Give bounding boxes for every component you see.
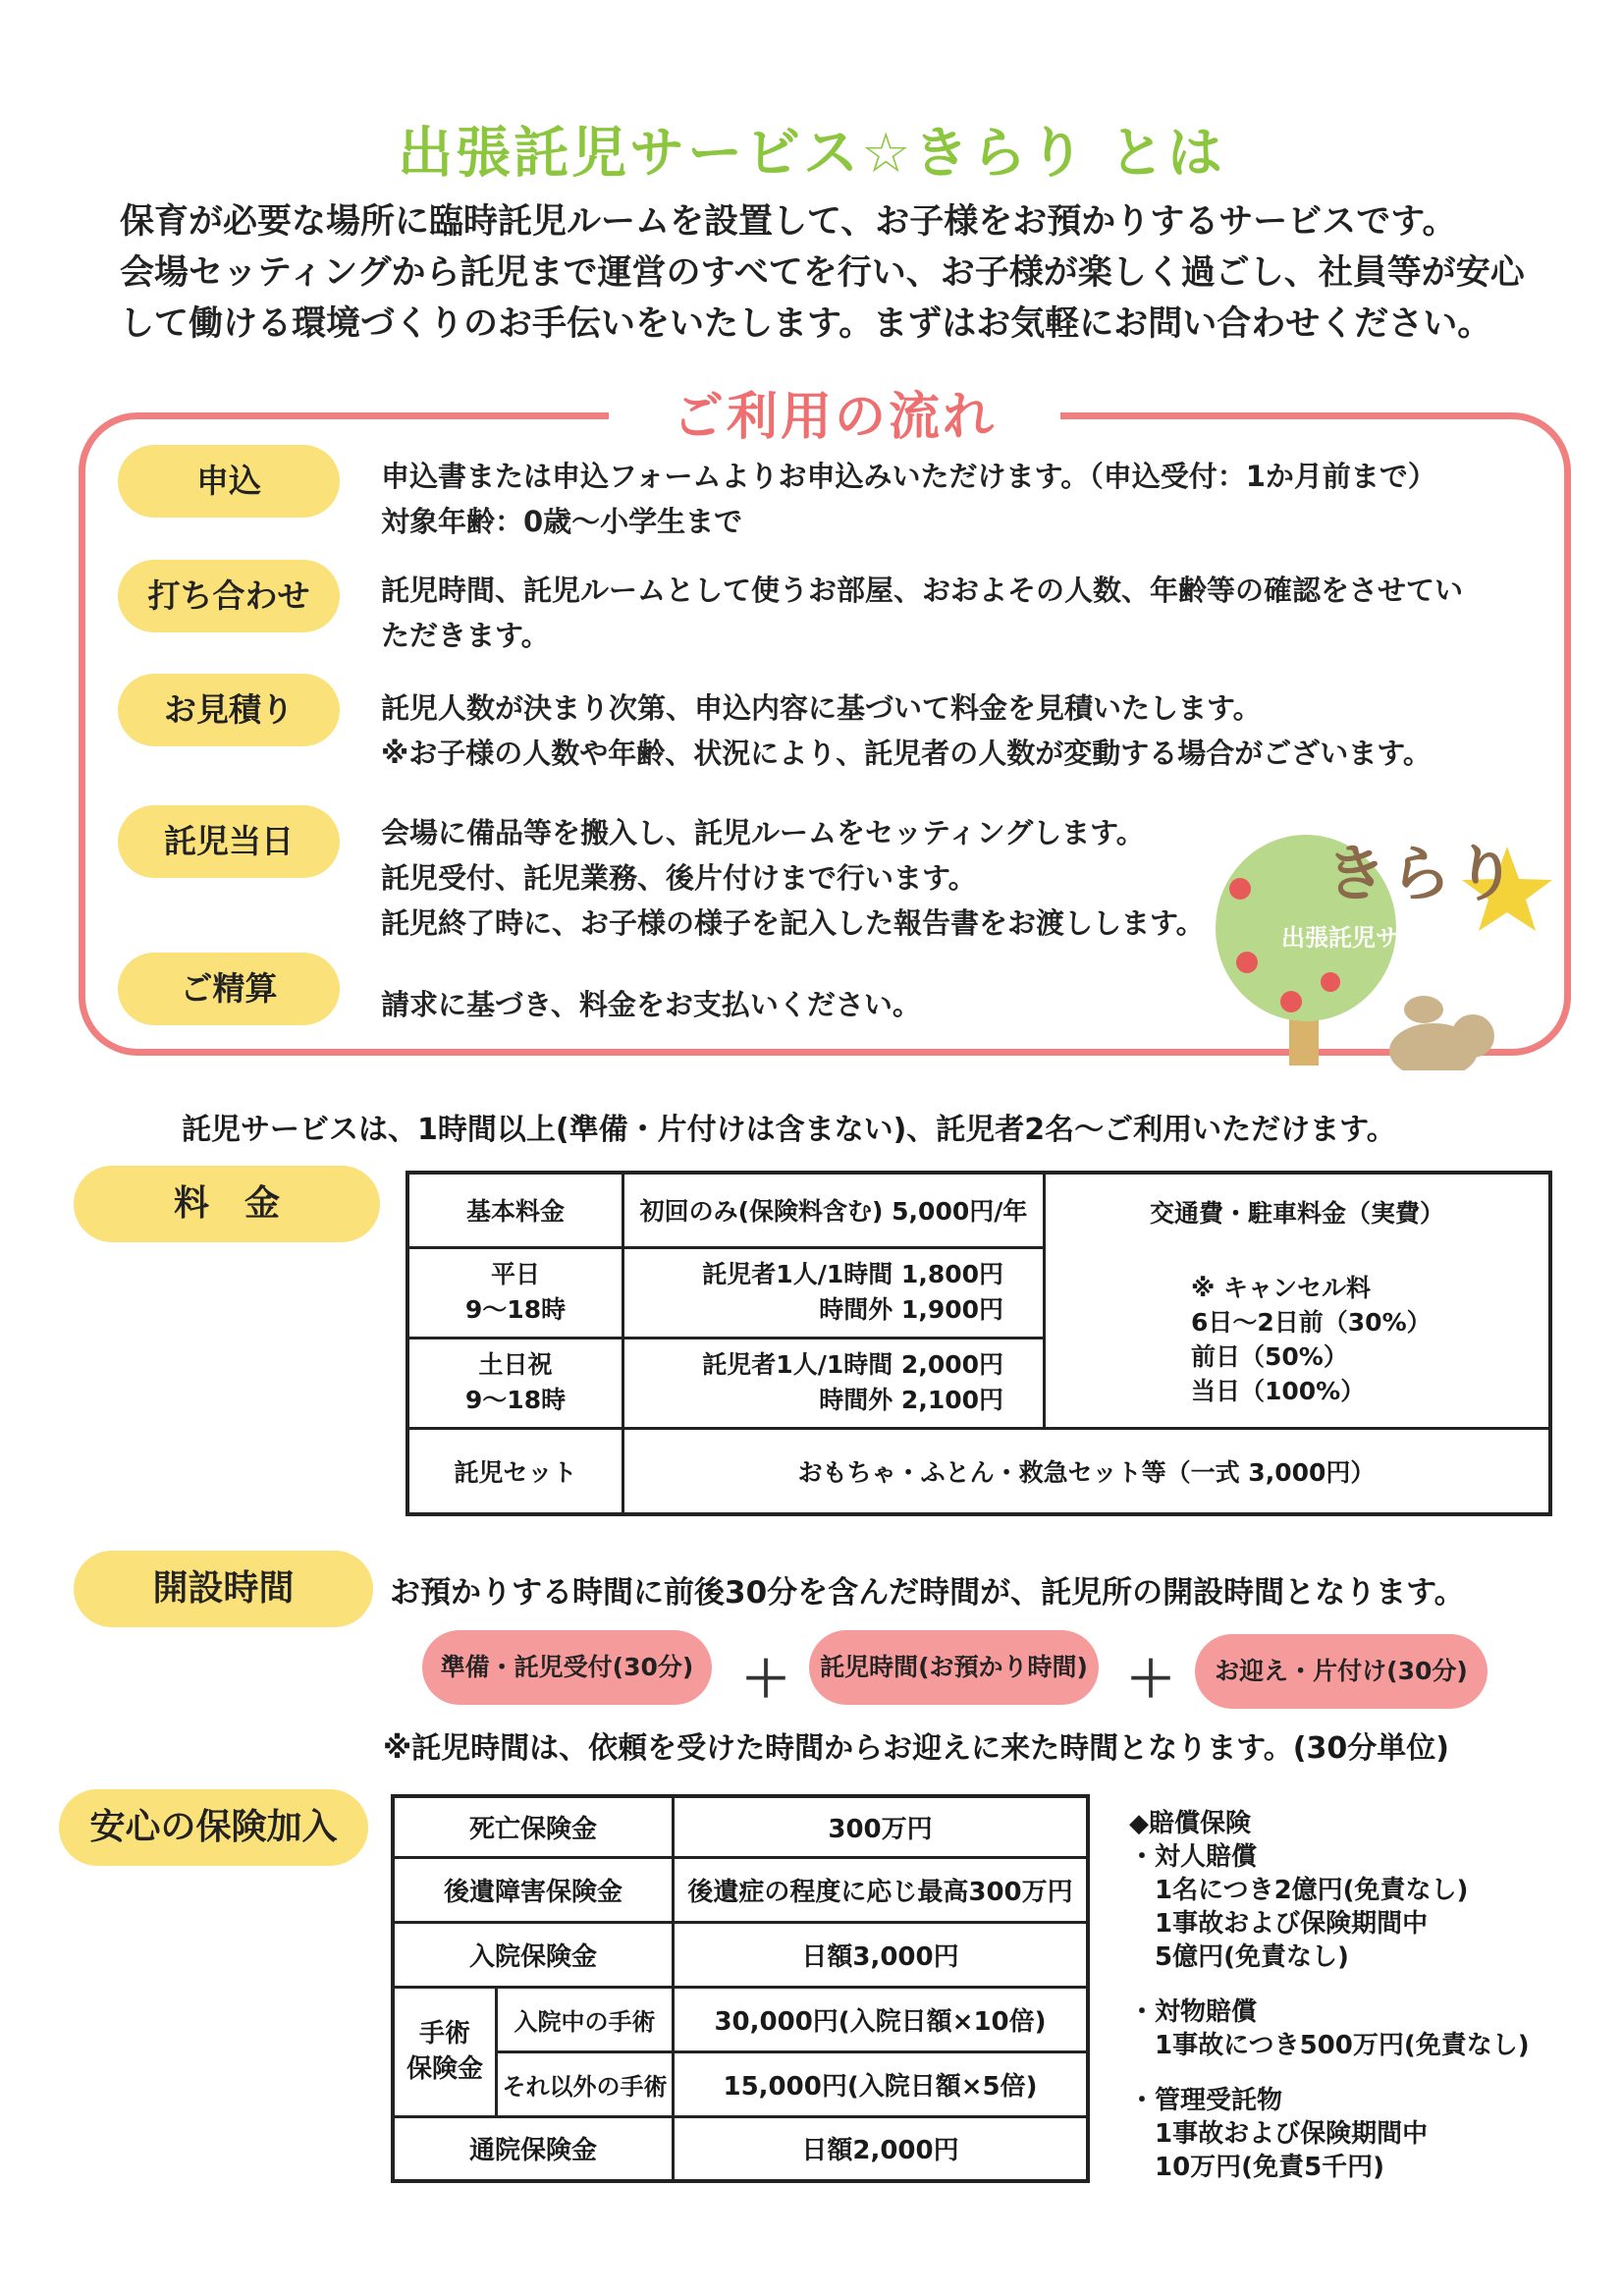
minimum-usage-note: 託児サービスは、1時間以上(準備・片付けは含まない)、託児者2名～ご利用いただけます。 [182,1113,1396,1147]
logo-sub: 出張託児サービス [1281,924,1470,952]
step-line: 託児終了時に、お子様の様子を記入した報告書をお渡しします。 [381,906,1205,940]
weekday-rate: 託児者1人/1時間 1,800円 [702,1260,1003,1288]
ins-surgery-in: 入院中の手術 [497,1987,674,2051]
liability-line: ・管理受託物 [1129,2086,1283,2115]
insurance-table [391,1794,1090,2183]
ins-surgery-other: それ以外の手術 [497,2051,674,2116]
step-pill-estimate: お見積り [118,674,340,746]
fee-weekday-label [407,1247,623,1338]
liability-insurance [1129,1807,1591,2184]
open-description: お預かりする時間に前後30分を含んだ時間が、託児所の開設時間となります。 [390,1575,1465,1611]
liability-line: 1名につき2億円(免責なし) [1129,1876,1469,1905]
fee-set-value: おもちゃ・ふとん・救急セット等（一式 3,000円） [623,1428,1551,1514]
fee-transport: 交通費・駐車料金（実費） [1149,1199,1444,1228]
liability-spacer [1129,1974,1591,1995]
ins-surgery-other-value: 15,000円(入院日額×5倍) [674,2051,1089,2116]
fee-basic-value: 初回のみ(保険料含む) 5,000円/年 [623,1173,1045,1247]
ins-death: 死亡保険金 [393,1796,674,1857]
liability-line: ◆賠償保険 [1129,1809,1251,1838]
ins-hospital: 入院保険金 [393,1922,674,1987]
weekday-over: 時間外 1,900円 [819,1295,1003,1324]
cancel-line: 6日～2日前（30%） [1191,1308,1432,1337]
intro-line: して働ける環境づくりのお手伝いをいたします。まずはお気軽にお問い合わせください。 [120,304,1492,344]
step-line: 対象年齢：0歳～小学生まで [381,505,743,538]
plus-icon: ＋ [741,1651,790,1708]
step-text-apply [381,454,1510,544]
intro-line: 保育が必要な場所に臨時託児ルームを設置して、お子様をお預かりするサービスです。 [120,202,1457,242]
step-text-estimate [381,685,1510,776]
open-section-label: 開設時間 [74,1551,373,1627]
fee-weekday-rate [623,1247,1045,1338]
pill-pickup: お迎え・片付け(30分) [1195,1634,1488,1709]
liability-line: 10万円(免責5千円) [1129,2153,1385,2182]
step-pill-settle: ご精算 [118,953,340,1025]
weekday-hours: 9～18時 [464,1295,567,1324]
ins-surgery-in-value: 30,000円(入院日額×10倍) [674,1987,1089,2051]
step-line: 会場に備品等を搬入し、託児ルームをセッティングします。 [381,816,1145,849]
ins-surgery [393,1987,497,2116]
intro-text [120,196,1553,350]
kirari-logo [1213,825,1566,1070]
step-pill-meeting: 打ち合わせ [118,560,340,632]
step-line: 請求に基づき、料金をお支払いください。 [381,988,921,1021]
holiday-over: 時間外 2,100円 [819,1386,1003,1414]
fee-holiday-label [407,1338,623,1428]
ins-outpatient-value: 日額2,000円 [674,2116,1089,2181]
ins-hospital-value: 日額3,000円 [674,1922,1089,1987]
fee-table [406,1171,1552,1516]
ins-surgery-line: 手術 [418,2019,470,2049]
step-line: ただきます。 [381,619,550,652]
liability-line: 1事故につき500万円(免責なし) [1129,2031,1530,2060]
ins-disability: 後遺障害保険金 [393,1857,674,1922]
cancel-line: 当日（100%） [1191,1377,1366,1405]
liability-line: 1事故および保険期間中 [1129,1909,1429,1939]
holiday-label: 土日祝 [478,1350,553,1379]
logo-name: きらり [1325,838,1521,909]
fee-basic-label: 基本料金 [407,1173,623,1247]
fee-section-label: 料 金 [74,1166,380,1242]
fee-holiday-rate [623,1338,1045,1428]
ins-surgery-line: 保険金 [406,2054,483,2084]
pill-prep: 準備・託児受付(30分) [422,1630,712,1705]
holiday-rate: 託児者1人/1時間 2,000円 [702,1350,1003,1379]
step-line: 託児人数が決まり次第、申込内容に基づいて料金を見積いたします。 [381,691,1262,725]
open-note: ※託児時間は、依頼を受けた時間からお迎えに来た時間となります。(30分単位) [383,1731,1449,1766]
step-line: 託児受付、託児業務、後片付けまで行います。 [381,861,977,895]
liability-line: ・対物賠償 [1129,1997,1258,2027]
page-title: 出張託児サービス☆きらり とは [398,122,1225,186]
weekday-label: 平日 [490,1260,540,1288]
insurance-section-label: 安心の保険加入 [59,1789,368,1866]
liability-spacer [1129,2062,1591,2084]
holiday-hours: 9～18時 [464,1386,567,1414]
liability-line: 1事故および保険期間中 [1129,2119,1429,2149]
step-pill-apply: 申込 [118,445,340,518]
ins-death-value: 300万円 [674,1796,1089,1857]
step-pill-day: 託児当日 [118,805,340,878]
ins-outpatient: 通院保険金 [393,2116,674,2181]
ins-disability-value: 後遺症の程度に応じ最高300万円 [674,1857,1089,1922]
plus-icon: ＋ [1126,1651,1175,1708]
fee-set-label: 託児セット [407,1428,623,1514]
step-text-meeting [381,568,1510,658]
liability-line: ・対人賠償 [1129,1842,1258,1872]
intro-line: 会場セッティングから託児まで運営のすべてを行い、お子様が楽しく過ごし、社員等が安心 [120,253,1525,293]
step-line: 託児時間、託児ルームとして使うお部屋、おおよその人数、年齢等の確認をさせてい [381,574,1464,607]
step-line: 申込書または申込フォームよりお申込みいただけます。（申込受付：1か月前まで） [381,460,1436,493]
step-line: ※お子様の人数や年齢、状況により、託児者の人数が変動する場合がございます。 [381,737,1432,770]
liability-line: 5億円(免責なし) [1129,1942,1349,1972]
cancel-title: ※ キャンセル料 [1191,1274,1372,1302]
fee-right-cell [1045,1173,1551,1428]
cancel-line: 前日（50%） [1191,1342,1348,1371]
flow-heading: ご利用の流れ [609,375,1060,449]
pill-care: 託児時間(お預かり時間) [809,1630,1099,1705]
